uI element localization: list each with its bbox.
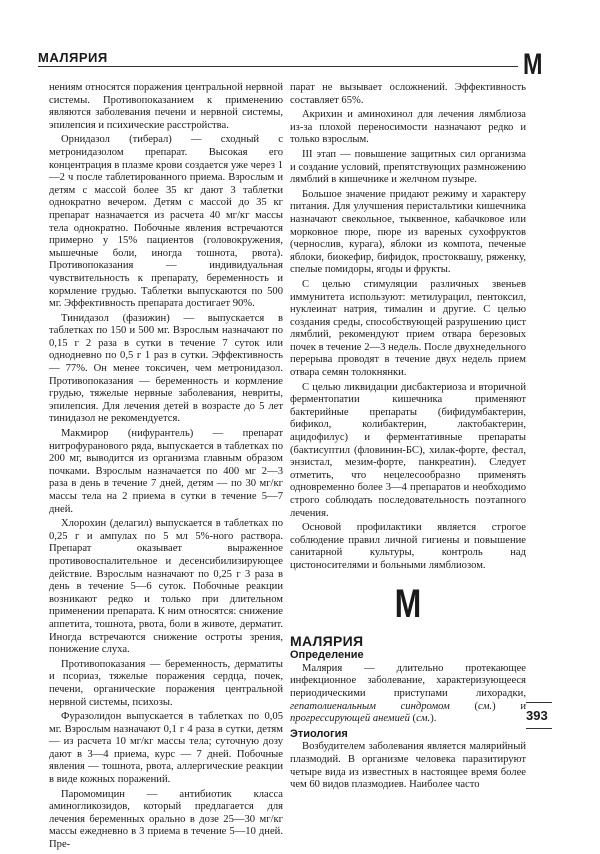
paragraph: Паромомицин — антибиотик класса аминогликозидов, который предлагается для лечения беременных орально в дозе 25—30 мг/кг массы ежедневно в 3 приема в течение 5—10 дней. Пре-: [49, 788, 283, 851]
see-reference: см.: [416, 713, 431, 725]
definition-text: Малярия — длительно протекающее инфекционное заболевание, характеризующееся периодическими приступами лихорадки,: [290, 662, 526, 699]
paragraph: Макмирор (нифурантель) — препарат нитрофуранового ряда, выпускается в таблетках по 200 мг, выводится из организма главным образом почками. Взрослым назначается по 400 мг 2—3 раза в день в течение 7 дней, детям — по 30 мг/кг массы тела на 2 приема в сутки в течение 5—7 дней.: [49, 428, 283, 515]
running-title: МАЛЯРИЯ: [38, 50, 108, 65]
page-number: 393: [526, 708, 548, 723]
paragraph: Фуразолидон выпускается в таблетках по 0,05 мг. Взрослым назначают 0,1 г 4 раза в сутки, детям — из расчета 10 мг/кг массы тела; суточную дозу дают в 3—4 приема, курс — 7 дней. Побочные явления — тошнота, рвота, аллергические реакции в виде кожных поражений.: [49, 711, 283, 786]
etiology-heading: Этиология: [290, 727, 348, 740]
paragraph: Большое значение придают режиму и характеру питания. Для улучшения перистальтики кишечника назначают свекольное, тыквенное, кабачковое или морковное пюре, пюре из вареных сухофруктов (чернослив, курага), яблоки из компота, печеные яблоки, биокефир, бифидок, простоквашу, ряженку, спелые помидоры, ягоды и фрукты.: [290, 188, 526, 276]
right-column: [290, 82, 526, 794]
paragraph: Тинидазол (фазижин) — выпускается в таблетках по 150 и 500 мг. Взрослым назначают по 0,15 г 2 раза в сутки в течение 7 суток или однодневно по 0,5 г 1 раз в сутки. Эффективность — 77%. Он менее токсичен, чем метронидазол. Противопоказания — беременность и кормление грудью, тяжелые нервные заболевания, невриты, эпилепсия. Для лечения детей в возрасте до 5 лет тинидазол не рекомендуется.: [49, 312, 283, 425]
paragraph: нениям относятся поражения центральной нервной системы. Противопоказанием к применению являются заболевания печени и нервной системы, эпилепсия и психические расстройства.: [49, 82, 283, 131]
paragraph: III этап — повышение защитных сил организма и создание условий, препятствующих размножению лямблий в кишечнике и желчном пузыре.: [290, 148, 526, 186]
definition-text: ).: [430, 713, 437, 725]
section-letter: М: [394, 581, 422, 626]
header-rule: [38, 66, 518, 67]
paragraph: Орнидазол (тиберал) — сходный с метронидазолом препарат. Высокая его концентрация в плазме крови создается уже через 1—2 ч после таблетированного приема. Взрослым и детям с массой более 35 кг дают 3 таблетки однократно вечером. Детям с массой до 35 кг препарат назначается из расчета 40 мг/кг массы тела однократно. Побочные явления встречаются примерно у 15% пациентов (головокружения, мышечные боли, иногда тошнота, рвота). Противопоказания — индивидуальная чувствительность к препарату, беременность и кормление грудью. Таблетки выпускаются по 500 мг. Эффективность препарата достигает 90%.: [49, 134, 283, 310]
page-number-rule-bottom: [526, 728, 552, 729]
paragraph: С целью стимуляции различных звеньев иммунитета используют: метилурацил, пентоксил, нуклеинат натрия, тималин и другие. С целью создания среды, способствующей разрушению цист лямблий, рекомендуют прием отвара березовых почек в течение 2—3 недель. После двухнедельного перерыва проводят в течение двух недель прием отвара семян толокнянки.: [290, 278, 526, 379]
etiology-paragraph: Возбудителем заболевания является малярийный плазмодий. В организме человека паразитируют четыре вида из известных в настоящее время более чем 60 видов плазмодиев. Наиболее часто: [290, 741, 526, 791]
page-number-rule-top: [526, 702, 552, 703]
definition-text: ) и: [492, 700, 526, 712]
definition-text: (: [449, 700, 478, 712]
paragraph: Хлорохин (делагил) выпускается в таблетках по 0,25 г и ампулах по 5 мл 5%-ного раствора. Препарат оказывает выраженное противовоспалительное и десенсибилизирующее действие. Взрослым назначают по 0,25 г 3 раза в день в течение 5—6 суток. Побочные реакции возникают редко и только при длительном применении препарата. К ним относятся: снижение аппетита, тошнота, рвота, боли в животе, дерматит. Иногда встречаются снижение остроты зрения, понижение слуха.: [49, 518, 283, 656]
left-column: [49, 82, 283, 854]
definition-text: (: [409, 713, 417, 725]
paragraph: парат не вызывает осложнений. Эффективность составляет 65%.: [290, 82, 526, 106]
paragraph: Противопоказания — беременность, дерматиты и псориаз, тяжелые поражения сердца, почек, печени, органические поражения центральной нервной системы, психозы.: [49, 658, 283, 708]
paragraph: Акрихин и аминохинол для лечения лямблиоза из-за плохой переносимости назначают редко и только взрослым.: [290, 109, 526, 146]
paragraph: С целью ликвидации дисбактериоза и вторичной ферментопатии кишечника применяют бактерийные препараты (бифидумбактерин, бификол, колибактерин, лактобактерин, ацидофилус) и ферментативные препараты (бактисуптил (фловинин-БС), хилак-форте, фестал, энзистал, мезим-форте, панкреатин). Следует отметить, что нецелесообразно применять одновременно более 3—4 препаратов и необходимо строго соблюдать последовательность поэтапного лечения.: [290, 381, 526, 519]
paragraph: Основой профилактики является строгое соблюдение правил личной гигиены и повышение санитарной культуры, контроль над цистоносителями и больными лямблиозом.: [290, 522, 526, 571]
definition-paragraph: [290, 663, 526, 726]
definition-term: прогрессирующей анемией: [290, 713, 410, 725]
definition-heading: Определение: [290, 649, 364, 662]
section-title: МАЛЯРИЯ: [290, 632, 364, 649]
definition-term: гепатолиенальным синдромом: [290, 700, 450, 712]
corner-index-letter: М: [523, 48, 543, 81]
see-reference: см.: [478, 700, 493, 712]
